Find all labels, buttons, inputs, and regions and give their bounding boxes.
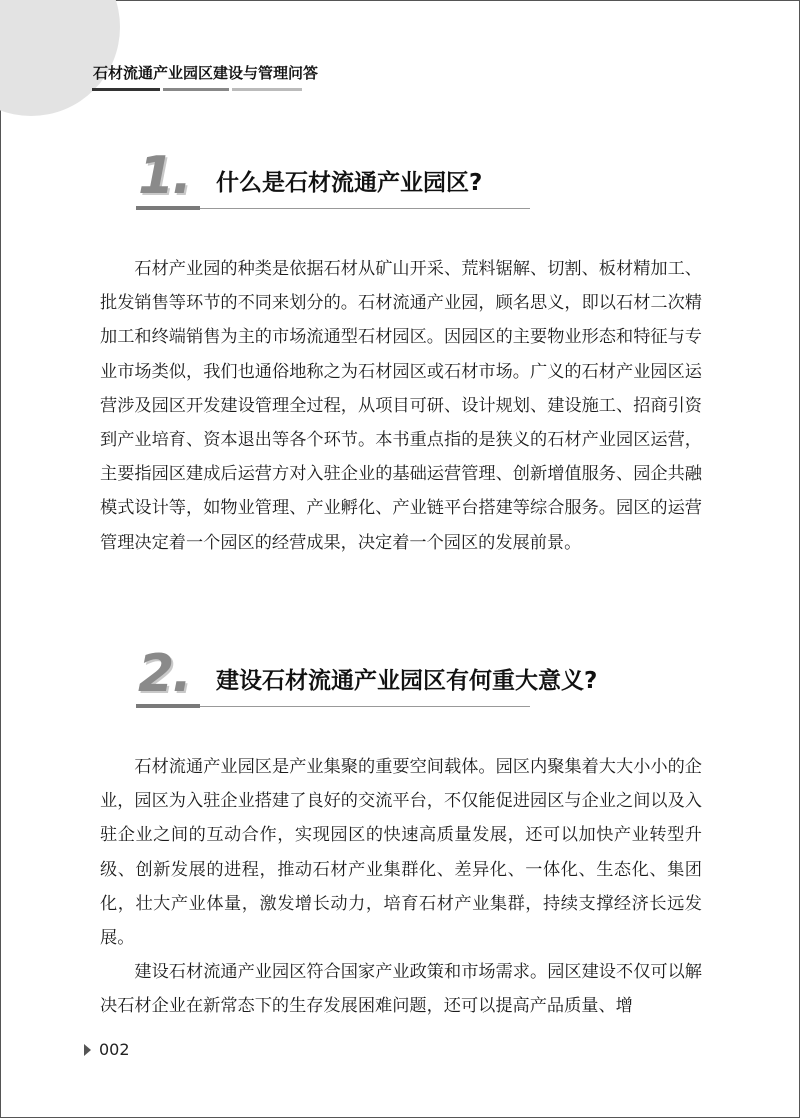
section-heading-2 bbox=[136, 644, 598, 716]
heading-rule bbox=[136, 704, 200, 708]
page-number: 002 bbox=[99, 1040, 130, 1059]
section-title: 建设石材流通产业园区有何重大意义? bbox=[216, 668, 598, 694]
page-footer bbox=[84, 1040, 130, 1059]
heading-rule bbox=[200, 208, 530, 209]
header-rule bbox=[92, 88, 160, 91]
header-rule bbox=[163, 88, 229, 91]
section-number: 1. bbox=[138, 146, 190, 206]
running-header: 石材流通产业园区建设与管理问答 bbox=[93, 64, 319, 82]
header-rule bbox=[232, 88, 302, 91]
body-paragraph: 石材产业园的种类是依据石材从矿山开采、荒料锯解、切割、板材精加工、批发销售等环节的不同来划分的。石材流通产业园，顾名思义，即以石材二次精加工和终端销售为主的市场流通型石材园区。因园区的主要物业形态和特征与专业市场类似，我们也通俗地称之为石材园区或石材市场。广义的石材产业园区运营涉及园区开发建设管理全过程，从项目可研、设计规划、建设施工、招商引资到产业培育、资本退出等各个环节。本书重点指的是狭义的石材产业园区运营，主要指园区建成后运营方对入驻企业的基础运营管理、创新增值服务、园企共融模式设计等，如物业管理、产业孵化、产业链平台搭建等综合服务。园区的运营管理决定着一个园区的经营成果，决定着一个园区的发展前景。 bbox=[100, 259, 702, 553]
heading-rule bbox=[136, 206, 200, 210]
section-number: 2. bbox=[138, 644, 190, 704]
heading-rule bbox=[200, 706, 530, 707]
body-paragraph: 建设石材流通产业园区符合国家产业政策和市场需求。园区建设不仅可以解决石材企业在新常态下的生存发展困难问题，还可以提高产品质量、增 bbox=[100, 962, 702, 1017]
body-paragraph: 石材流通产业园区是产业集聚的重要空间载体。园区内聚集着大大小小的企业，园区为入驻企业搭建了良好的交流平台，不仅能促进园区与企业之间以及入驻企业之间的互动合作，实现园区的快速高质量发展，还可以加快产业转型升级、创新发展的进程，推动石材产业集群化、差异化、一体化、生态化、集团化，壮大产业体量，激发增长动力，培育石材产业集群，持续支撑经济长远发展。 bbox=[100, 757, 702, 949]
section-title: 什么是石材流通产业园区? bbox=[216, 170, 483, 196]
triangle-marker-icon bbox=[84, 1044, 91, 1056]
section-heading-1 bbox=[136, 148, 556, 218]
section-body-1 bbox=[100, 252, 702, 560]
section-body-2 bbox=[100, 750, 702, 1024]
